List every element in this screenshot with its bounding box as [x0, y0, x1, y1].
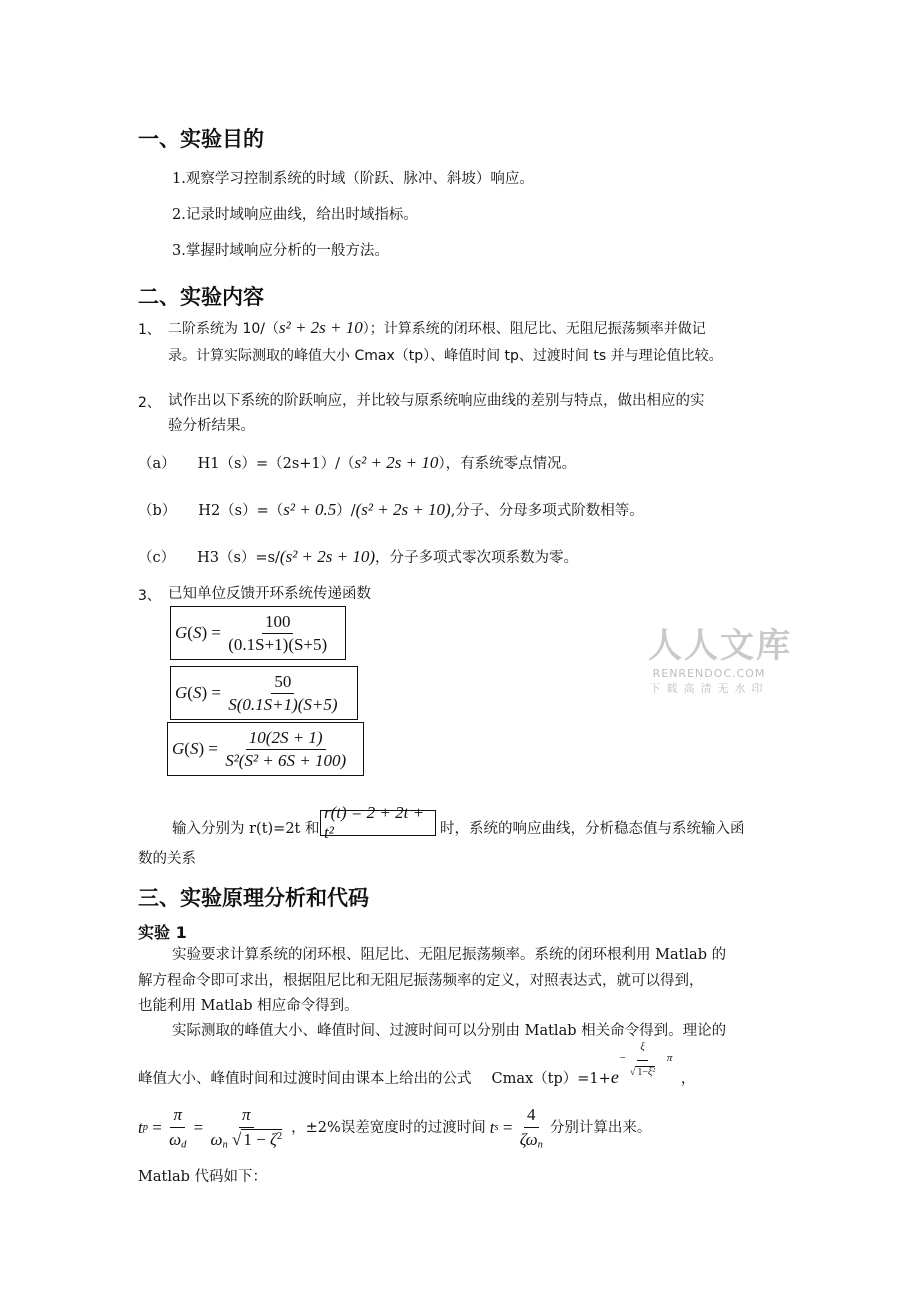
ts-formula: t s = $\frac{4}{\zeta\omega_n}$ [489, 1105, 543, 1151]
para-2-line-2: 峰值大小、峰值时间和过渡时间由课本上给出的公式 Cmax（tp）=1+e − $\frac{\xi}{√ 1-\xi^2}$ π ， [138, 1066, 695, 1090]
objective-1: 1.观察学习控制系统的时域（阶跃、脉冲、斜坡）响应。 [172, 171, 534, 187]
para-2-line-1: 实际测取的峰值大小、峰值时间、过渡时间可以分别由 Matlab 相关命令得到。理论的 [172, 1023, 727, 1039]
para-1-line-1: 实验要求计算系统的闭环根、阻尼比、无阻尼振荡频率。系统的闭环根利用 Matlab 的 [172, 947, 727, 963]
transfer-function-2: G ( S ) = $\frac{50}{S(0.1S+1)(S+5)}$ [170, 666, 358, 720]
watermark [648, 618, 792, 696]
case-a: （a） H1（s）=（2s+1）/（s² + 2s + 10），有系统零点情况。 [138, 453, 577, 472]
case-b: （b） H2（s）=（s² + 0.5）/(s² + 2s + 10),分子、分母多项式阶数相等。 [138, 500, 644, 519]
item-2-line-2: 验分析结果。 [168, 418, 255, 434]
section-title-objectives: 一、实验目的 [138, 127, 264, 151]
matlab-code-intro: Matlab 代码如下： [138, 1169, 267, 1185]
input-suffix: 时，系统的响应曲线，分析稳态值与系统输入函 [440, 821, 745, 837]
item-3-number: 3、 [138, 588, 161, 604]
section-title-analysis: 三、实验原理分析和代码 [138, 886, 369, 910]
item-2-number: 2、 [138, 395, 161, 411]
para-1-line-2: 解方程命令即可求出，根据阻尼比和无阻尼振荡频率的定义，对照表达式，就可以得到， [138, 973, 704, 989]
watermark-tagline: 下载高清无水印 [649, 682, 769, 695]
experiment-1-title: 实验 1 [138, 923, 187, 942]
item-1-line-2: 录。计算实际测取的峰值大小 Cmax（tp）、峰值时间 tp、过渡时间 ts 并与理论值比较。 [168, 348, 723, 364]
item-1-number: 1、 [138, 322, 161, 338]
cmax-label: Cmax（tp）=1+ [491, 1071, 611, 1087]
input-line-2: 数的关系 [138, 851, 196, 867]
para-1-line-3: 也能利用 Matlab 相应命令得到。 [138, 998, 359, 1014]
watermark-title: 人人文库 [648, 626, 792, 666]
transfer-function-1: G ( S ) = $\frac{100}{(0.1S+1)(S+5)}$ [170, 606, 346, 660]
objective-3: 3.掌握时域响应分析的一般方法。 [172, 243, 389, 259]
input-prefix: 输入分别为 r(t)=2t 和 [172, 821, 320, 837]
objective-2: 2.记录时域响应曲线，给出时域指标。 [172, 207, 418, 223]
watermark-site: RENRENDOC.COM [652, 667, 766, 680]
tp-formula: t p = $\frac{\pi}{\omega_d}$ = $\frac{\pi}{\omega_n √ 1 - \zeta^2}$ [138, 1105, 283, 1151]
formula-line-tp-ts: t p = $\frac{\pi}{\omega_d}$ = $\frac{\pi}{\omega_n √ 1 - \zeta^2}$ ，±2%误差宽度时的过渡时间 t s = $\frac{4}{\zeta\omega_n}$ 分别计算出来。 [138, 1105, 652, 1151]
item-2-line-1: 试作出以下系统的阶跃响应，并比较与原系统响应曲线的差别与特点，做出相应的实 [168, 393, 705, 409]
transfer-function-3: G ( S ) = $\frac{10(2S + 1)}{\text{S²(S² + 6S + 100)}}$ [167, 722, 364, 776]
section-title-content: 二、实验内容 [138, 285, 264, 309]
case-c: （c） H3（s）=s/(s² + 2s + 10)，分子多项式零次项系数为零。 [138, 547, 579, 566]
item-1-line-1: 二阶系统为 10/（s² + 2s + 10）；计算系统的闭环根、阻尼比、无阻尼振荡频率并做记 [168, 318, 706, 337]
input-formula-box: r(t) = 2 + 2t + t² [320, 810, 436, 836]
item-1-formula: s² + 2s + 10 [278, 318, 363, 337]
item-3-text: 已知单位反馈开环系统传递函数 [168, 586, 371, 602]
